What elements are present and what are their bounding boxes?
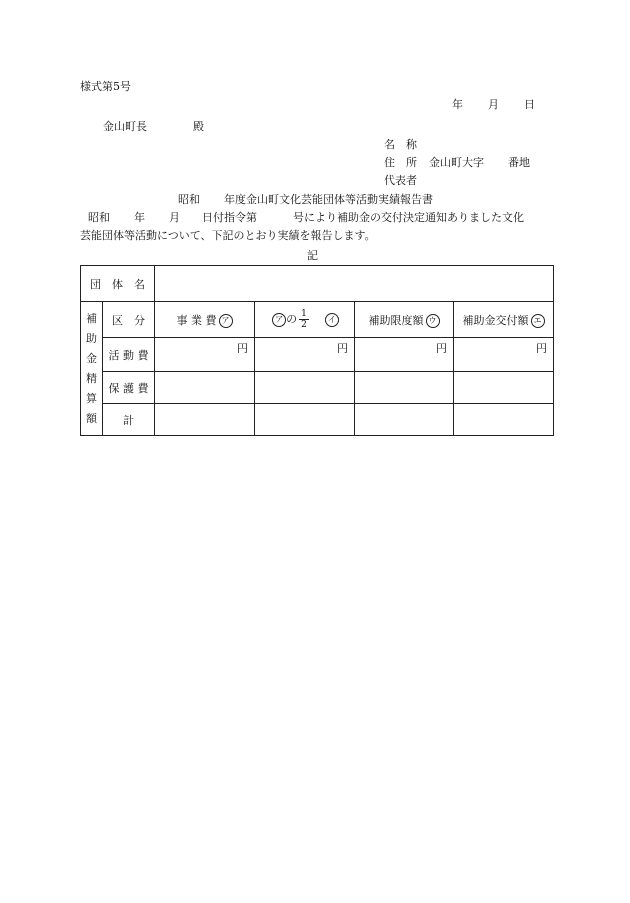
sender-representative-label: 代表者 xyxy=(384,174,417,187)
col-half xyxy=(255,302,355,338)
body-mid: 日付指令第 xyxy=(202,211,257,224)
report-title-era: 昭和 xyxy=(178,193,200,206)
side-char: 額 xyxy=(86,411,97,425)
date-day: 日 xyxy=(524,98,535,111)
row-label: 保 護 費 xyxy=(103,372,155,404)
yen-cell[interactable]: 円 xyxy=(255,338,355,372)
value-cell[interactable] xyxy=(454,372,554,404)
value-cell[interactable] xyxy=(454,404,554,436)
form-number: 様式第5号 xyxy=(80,80,131,93)
side-char: 金 xyxy=(86,351,97,365)
value-cell[interactable] xyxy=(155,372,255,404)
row-label: 活 動 費 xyxy=(103,338,155,372)
col-jigyouhi-label: 事 業 費 xyxy=(176,313,217,327)
body-month: 月 xyxy=(169,211,180,224)
body-year: 年 xyxy=(134,211,145,224)
col-limit-label: 補助限度額 xyxy=(368,313,424,327)
honorific: 殿 xyxy=(193,120,204,133)
sender-address-banchi: 番地 xyxy=(508,156,530,169)
report-body-line1 xyxy=(88,211,524,225)
date-month: 月 xyxy=(488,98,499,111)
value-cell[interactable] xyxy=(255,404,355,436)
yen-cell[interactable]: 円 xyxy=(155,338,255,372)
value-cell[interactable] xyxy=(355,404,454,436)
settlement-table xyxy=(80,265,554,436)
col-grant-label: 補助金交付額 xyxy=(462,313,529,327)
fraction-num: 1 xyxy=(301,309,307,319)
table-row xyxy=(81,372,554,404)
side-char: 助 xyxy=(86,331,97,345)
side-char: 補 xyxy=(86,311,97,325)
col-half-no: の xyxy=(286,312,298,326)
circled-e-icon: エ xyxy=(531,314,545,328)
date-line xyxy=(452,98,535,112)
body-rest: 号により補助金の交付決定通知ありました文化 xyxy=(293,211,524,224)
body-era: 昭和 xyxy=(88,211,110,224)
fraction-one-half xyxy=(299,309,309,330)
sender-address xyxy=(384,156,530,170)
yen-cell[interactable]: 円 xyxy=(454,338,554,372)
sender-address-value: 金山町大字 xyxy=(429,156,484,169)
addressee-name: 金山町長 xyxy=(103,120,147,133)
report-title-text: 年度金山町文化芸能団体等活動実績報告書 xyxy=(224,193,433,206)
sender-address-label: 住 所 xyxy=(384,156,417,169)
col-limit xyxy=(355,302,454,338)
side-label xyxy=(81,302,103,436)
category-label: 区 分 xyxy=(103,302,155,338)
circled-a-icon: ア xyxy=(219,314,233,328)
circled-a-icon: ア xyxy=(272,313,286,327)
value-cell[interactable] xyxy=(155,404,255,436)
date-year: 年 xyxy=(452,98,463,111)
fraction-den: 2 xyxy=(301,320,307,330)
addressee xyxy=(103,120,204,134)
group-name-value[interactable] xyxy=(155,266,554,302)
group-name-row xyxy=(81,266,554,302)
row-label: 計 xyxy=(103,404,155,436)
col-grant xyxy=(454,302,554,338)
value-cell[interactable] xyxy=(355,372,454,404)
table-row xyxy=(81,404,554,436)
circled-i-icon: イ xyxy=(325,313,339,327)
group-name-label: 団 体 名 xyxy=(81,266,155,302)
sender-name-label: 名 称 xyxy=(384,138,417,151)
report-body-line2: 芸能団体等活動について、下記のとおり実績を報告します。 xyxy=(80,229,376,242)
side-char: 算 xyxy=(86,391,97,405)
yen-cell[interactable]: 円 xyxy=(355,338,454,372)
value-cell[interactable] xyxy=(255,372,355,404)
ki-heading: 記 xyxy=(307,249,318,262)
circled-u-icon: ウ xyxy=(426,314,440,328)
header-row xyxy=(81,302,554,338)
table-row xyxy=(81,338,554,372)
col-jigyouhi xyxy=(155,302,255,338)
report-title xyxy=(178,193,433,207)
side-char: 精 xyxy=(86,371,97,385)
